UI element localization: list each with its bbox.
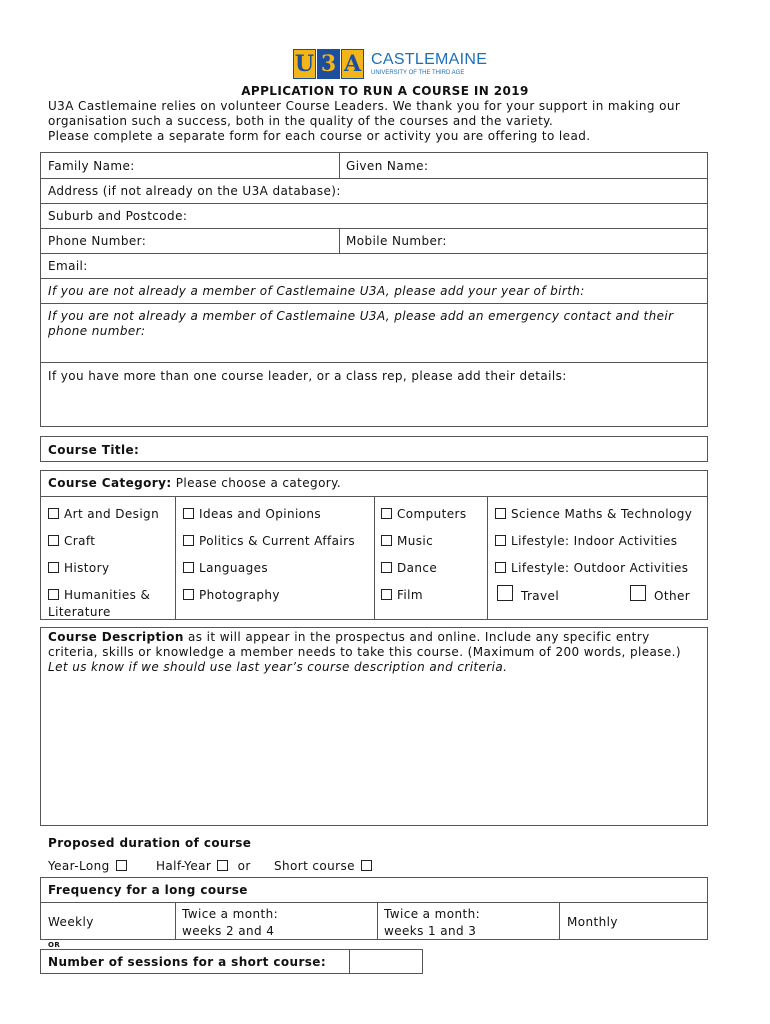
logo-mark bbox=[293, 49, 365, 79]
emergency-contact-field[interactable]: If you are not already a member of Castlemaine U3A, please add an emergency contact and their bbox=[48, 309, 674, 323]
option-label: weeks 2 and 4 bbox=[182, 924, 275, 938]
address-field[interactable]: Address (if not already on the U3A database): bbox=[48, 184, 341, 198]
checkbox[interactable] bbox=[48, 562, 59, 573]
description-line-2: criteria, skills or knowledge a member needs to take this course. (Maximum of 200 words, please.) bbox=[48, 645, 681, 659]
checkbox[interactable] bbox=[381, 562, 392, 573]
duration-half-year[interactable] bbox=[156, 859, 251, 873]
category-humanities[interactable] bbox=[48, 588, 150, 602]
option-label: Humanities & bbox=[64, 588, 151, 602]
sessions-label-cell bbox=[40, 949, 350, 974]
checkbox[interactable] bbox=[48, 589, 59, 600]
checkbox[interactable] bbox=[497, 585, 513, 601]
frequency-monthly[interactable]: Monthly bbox=[567, 915, 618, 929]
option-label: Science Maths & Technology bbox=[511, 507, 693, 521]
checkbox[interactable] bbox=[381, 535, 392, 546]
option-label: Dance bbox=[397, 561, 438, 575]
intro-line-3: Please complete a separate form for each course or activity you are offering to lead. bbox=[48, 129, 591, 143]
option-label: Year-Long bbox=[48, 859, 110, 873]
or-separator: OR bbox=[48, 941, 61, 949]
category-art-design[interactable] bbox=[48, 507, 159, 521]
checkbox[interactable] bbox=[183, 562, 194, 573]
logo-letter-u: U bbox=[294, 51, 315, 77]
frequency-weekly[interactable]: Weekly bbox=[48, 915, 94, 929]
option-label: History bbox=[64, 561, 110, 575]
category-photography[interactable] bbox=[183, 588, 280, 602]
u3a-logo bbox=[293, 49, 487, 79]
category-craft[interactable] bbox=[48, 534, 95, 548]
checkbox[interactable] bbox=[495, 508, 506, 519]
category-film[interactable] bbox=[381, 588, 423, 602]
category-politics[interactable] bbox=[183, 534, 355, 548]
checkbox[interactable] bbox=[217, 860, 228, 871]
duration-short-course[interactable] bbox=[274, 859, 377, 873]
checkbox[interactable] bbox=[495, 535, 506, 546]
logo-letter-a: A bbox=[341, 49, 364, 79]
option-label: Travel bbox=[521, 589, 560, 603]
duration-year-long[interactable] bbox=[48, 859, 132, 873]
category-ideas-opinions[interactable] bbox=[183, 507, 321, 521]
course-description-field[interactable] bbox=[40, 627, 708, 826]
option-label: Art and Design bbox=[64, 507, 160, 521]
intro-text bbox=[48, 99, 680, 144]
intro-line-2: organisation such a success, both in the quality of the courses and the variety. bbox=[48, 114, 554, 128]
option-label: Languages bbox=[199, 561, 269, 575]
suburb-postcode-field[interactable]: Suburb and Postcode: bbox=[48, 209, 188, 223]
year-of-birth-field[interactable]: If you are not already a member of Castlemaine U3A, please add your year of birth: bbox=[48, 284, 585, 298]
option-label: Lifestyle: Indoor Activities bbox=[511, 534, 678, 548]
option-label: Twice a month: bbox=[384, 907, 481, 921]
or-text: or bbox=[237, 859, 251, 873]
form-title: APPLICATION TO RUN A COURSE IN 2019 bbox=[241, 84, 529, 98]
frequency-heading: Frequency for a long course bbox=[48, 883, 248, 897]
checkbox[interactable] bbox=[381, 508, 392, 519]
option-label: Short course bbox=[274, 859, 355, 873]
category-lifestyle-indoor[interactable] bbox=[495, 534, 677, 548]
course-description-label: Course Description bbox=[48, 630, 184, 644]
checkbox[interactable] bbox=[361, 860, 372, 871]
checkbox[interactable] bbox=[183, 508, 194, 519]
category-travel[interactable] bbox=[497, 585, 559, 603]
family-name-field[interactable]: Family Name: bbox=[48, 159, 135, 173]
option-label: Lifestyle: Outdoor Activities bbox=[511, 561, 689, 575]
description-text-1: as it will appear in the prospectus and online. Include any specific entry bbox=[188, 630, 650, 644]
email-field[interactable]: Email: bbox=[48, 259, 88, 273]
category-languages[interactable] bbox=[183, 561, 268, 575]
checkbox[interactable] bbox=[630, 585, 646, 601]
intro-line-1: U3A Castlemaine relies on volunteer Course Leaders. We thank you for your support in making our bbox=[48, 99, 681, 113]
sessions-label: Number of sessions for a short course: bbox=[48, 955, 327, 969]
checkbox[interactable] bbox=[183, 589, 194, 600]
duration-heading: Proposed duration of course bbox=[48, 836, 252, 850]
course-category-label: Course Category: bbox=[48, 476, 172, 490]
category-humanities-cont: Literature bbox=[48, 605, 111, 619]
option-label: Film bbox=[397, 588, 423, 602]
personal-details-table bbox=[40, 152, 708, 427]
option-label: Politics & Current Affairs bbox=[199, 534, 356, 548]
category-dance[interactable] bbox=[381, 561, 437, 575]
course-title-label: Course Title: bbox=[48, 443, 140, 457]
option-label: Twice a month: bbox=[182, 907, 279, 921]
option-label: Ideas and Opinions bbox=[199, 507, 322, 521]
option-label: Craft bbox=[64, 534, 96, 548]
emergency-contact-field-cont: phone number: bbox=[48, 324, 146, 338]
category-science[interactable] bbox=[495, 507, 692, 521]
option-label: Photography bbox=[199, 588, 280, 602]
course-category-heading bbox=[48, 476, 341, 490]
checkbox[interactable] bbox=[48, 535, 59, 546]
category-computers[interactable] bbox=[381, 507, 467, 521]
checkbox[interactable] bbox=[381, 589, 392, 600]
category-other[interactable] bbox=[630, 585, 690, 603]
description-line-1 bbox=[48, 630, 650, 644]
option-label: weeks 1 and 3 bbox=[384, 924, 477, 938]
frequency-table bbox=[40, 877, 708, 940]
logo-tagline: UNIVERSITY OF THE THIRD AGE bbox=[371, 70, 465, 76]
logo-text bbox=[371, 52, 487, 76]
checkbox[interactable] bbox=[495, 562, 506, 573]
checkbox[interactable] bbox=[183, 535, 194, 546]
course-title-field[interactable] bbox=[40, 436, 708, 462]
phone-number-field[interactable]: Phone Number: bbox=[48, 234, 147, 248]
course-category-table bbox=[40, 470, 708, 620]
frequency-twice-2-4[interactable] bbox=[182, 906, 278, 940]
option-label: Computers bbox=[397, 507, 467, 521]
option-label: Other bbox=[654, 589, 691, 603]
checkbox[interactable] bbox=[116, 860, 127, 871]
course-category-hint: Please choose a category. bbox=[175, 476, 342, 490]
given-name-field[interactable]: Given Name: bbox=[346, 159, 429, 173]
logo-letter-3: 3 bbox=[317, 49, 340, 79]
category-lifestyle-outdoor[interactable] bbox=[495, 561, 688, 575]
sessions-input[interactable] bbox=[349, 949, 423, 974]
option-label: Music bbox=[397, 534, 434, 548]
logo-name: CASTLEMAINE bbox=[371, 51, 488, 68]
mobile-number-field[interactable]: Mobile Number: bbox=[346, 234, 447, 248]
other-leaders-field[interactable]: If you have more than one course leader, or a class rep, please add their details: bbox=[48, 369, 567, 383]
category-music[interactable] bbox=[381, 534, 433, 548]
frequency-twice-1-3[interactable] bbox=[384, 906, 480, 940]
category-history[interactable] bbox=[48, 561, 110, 575]
checkbox[interactable] bbox=[48, 508, 59, 519]
description-line-3: Let us know if we should use last year’s course description and criteria. bbox=[48, 660, 508, 674]
option-label: Half-Year bbox=[156, 859, 212, 873]
